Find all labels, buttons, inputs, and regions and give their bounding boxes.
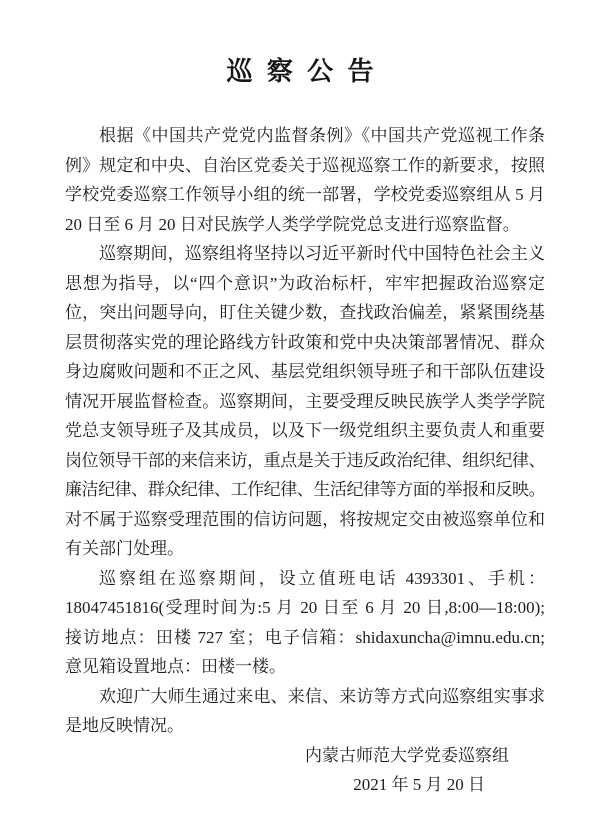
issuer-signature: 内蒙古师范大学党委巡察组 [305, 745, 509, 765]
notice-line: 有关部门处理。 [65, 539, 184, 558]
notice-line: 巡察组在巡察期间，设立值班电话 4393301、手机： [99, 568, 545, 588]
notice-line: 欢迎广大师生通过来电、来信、来访等方式向巡察组实事求 [99, 686, 545, 706]
notice-line: 廉洁纪律、群众纪律、工作纪律、生活纪律等方面的举报和反映。 [65, 480, 545, 499]
notice-line: 情况开展监督检查。巡察期间，主要受理反映民族学人类学学院 [65, 391, 545, 411]
notice-body [65, 121, 545, 800]
notice-title: 巡察公告 [226, 57, 388, 86]
notice-line: 是地反映情况。 [65, 716, 184, 735]
notice-line: 20 日至 6 月 20 日对民族学人类学学院党总支进行巡察监督。 [65, 214, 520, 234]
issue-date: 2021 年 5 月 20 日 [353, 775, 485, 794]
notice-line: 身边腐败问题和不正之风、基层党组织领导班子和干部队伍建设 [65, 362, 545, 381]
notice-line: 层贯彻落实党的理论路线方针政策和党中央决策部署情况、群众 [65, 332, 545, 352]
notice-line: 巡察期间，巡察组将坚持以习近平新时代中国特色社会主义 [99, 244, 545, 263]
notice-line: 根据《中国共产党党内监督条例》《中国共产党巡视工作条 [99, 126, 545, 145]
notice-line: 思想为指导，以“四个意识”为政治标杆，牢牢把握政治巡察定 [65, 273, 545, 293]
notice-line: 接访地点：田楼 727 室；电子信箱：shidaxuncha@imnu.edu.cn; [65, 627, 545, 647]
notice-line: 例》规定和中央、自治区党委关于巡视巡察工作的新要求，按照 [65, 155, 545, 175]
notice-line: 18047451816(受理时间为:5 月 20 日至 6 月 20 日,8:00—18:00); [65, 598, 545, 617]
notice-line: 意见箱设置地点：田楼一楼。 [65, 657, 286, 676]
notice-line: 岗位领导干部的来信来访，重点是关于违反政治纪律、组织纪律、 [65, 450, 545, 470]
notice-line: 对不属于巡察受理范围的信访问题，将按规定交由被巡察单位和 [65, 509, 545, 529]
notice-line: 党总支领导班子及其成员，以及下一级党组织主要负责人和重要 [65, 421, 545, 440]
notice-line: 学校党委巡察工作领导小组的统一部署，学校党委巡察组从 5 月 [65, 185, 545, 204]
notice-line: 位，突出问题导向，盯住关键少数，查找政治偏差，紧紧围绕基 [65, 303, 545, 322]
